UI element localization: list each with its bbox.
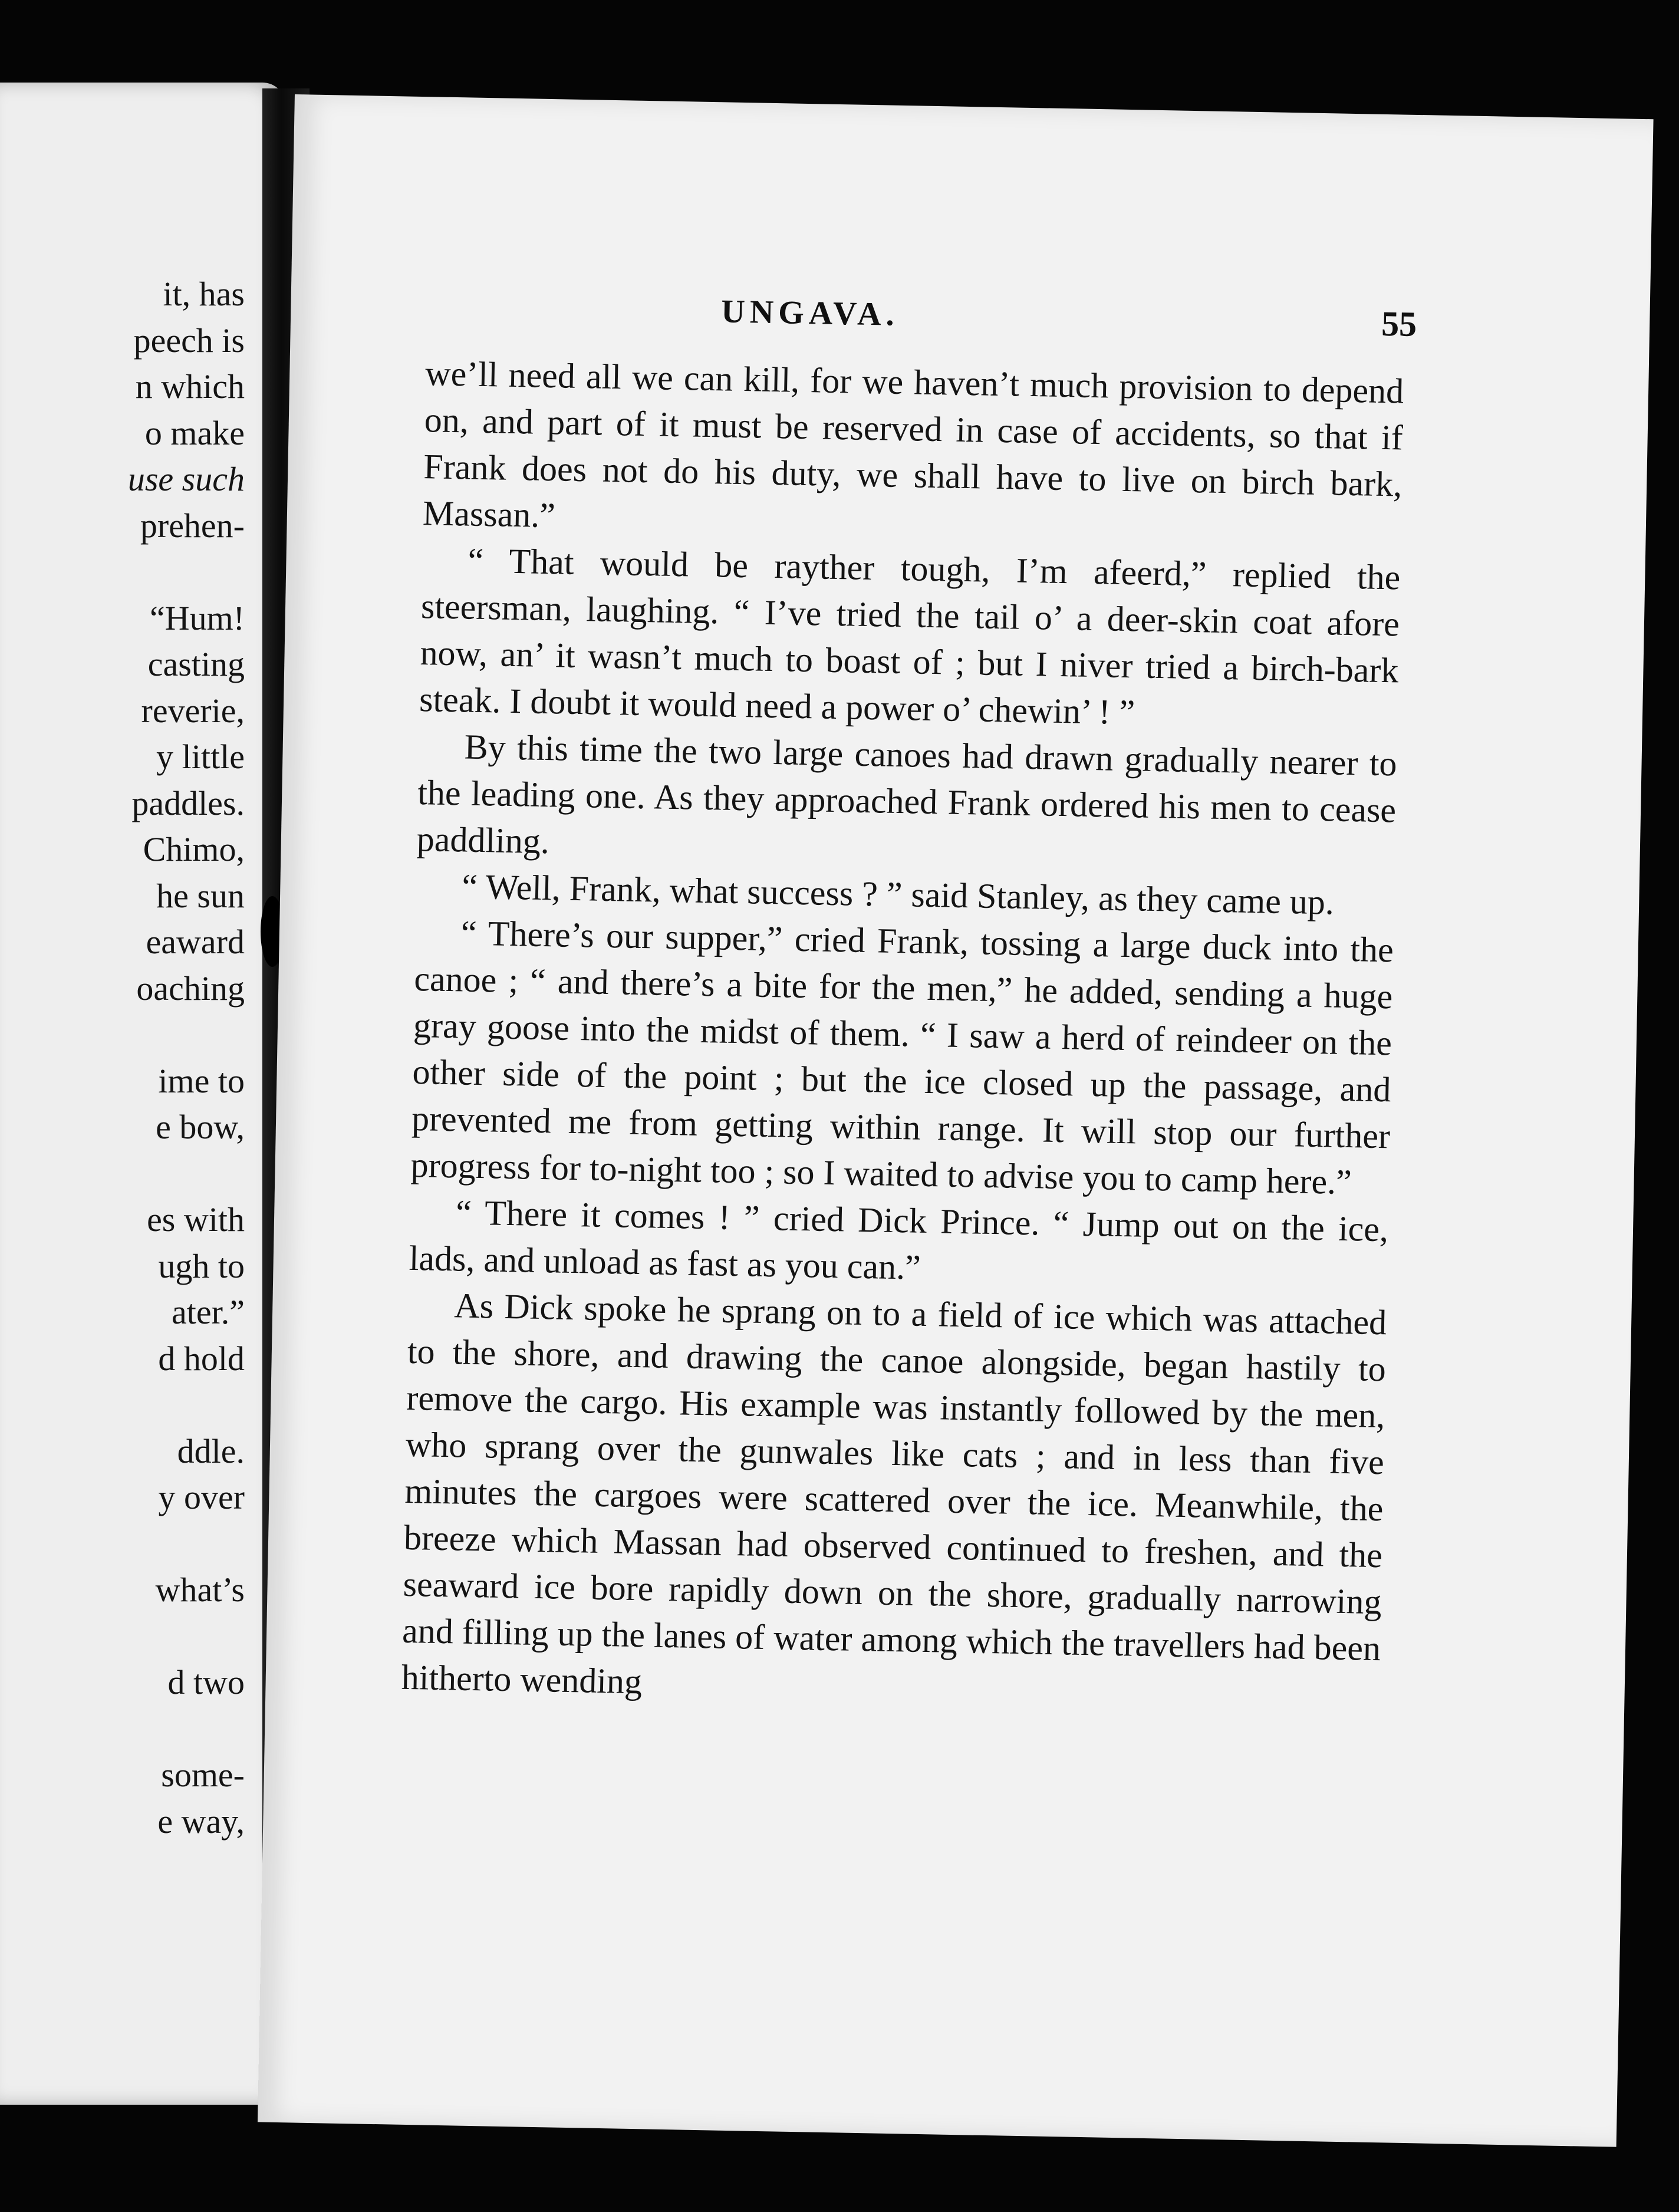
book-page [258,94,1654,2147]
left-page-line: reverie, [141,691,245,730]
left-page-line: es with [147,1200,245,1239]
left-page-line: some- [161,1756,245,1794]
left-page-line: e way, [157,1802,245,1841]
left-page-line: y over [158,1478,245,1516]
left-page-line: peech is [133,321,245,360]
left-page-line: ime to [158,1061,245,1100]
left-page-line: Chimo, [143,830,245,868]
page-header [291,285,1650,357]
left-page-line: oaching [136,969,245,1008]
left-page-line: use such [127,460,245,498]
paragraph: “ That would be rayther tough, I’m afeerd,” replied the steersman, laughing. “ I’ve tried the tail o’ a deer-skin coat afore now, an’ it wasn’t much to boast of ; but I niver tried a birch-bark steak. I doubt it would need a power o’ chewin’ ! ” [419,541,1401,732]
left-page-line: casting [147,645,245,683]
paragraph: “ There it comes ! ” cried Dick Prince. “ Jump out on the ice, lads, and unload as fast as you can.” [409,1193,1389,1287]
left-page-line: eaward [146,923,245,961]
left-page-line: e bow, [156,1108,245,1146]
left-page-line: prehen- [140,506,245,545]
left-page-line: he sun [156,876,245,915]
left-page-line: “Hum! [149,598,245,637]
left-page-line: d two [167,1663,245,1701]
left-page-line: y little [156,738,245,776]
left-page-line: d hold [158,1339,245,1378]
paragraph: “ There’s our supper,” cried Frank, tossing a large duck into the canoe ; “ and there’s a bite for the men,” he added, sending a huge gray goose into the midst of them. “ I saw a herd of reindeer on the other side of the point ; but the ice closed up the passage, and prevented me from getting within range. It will stop our further progress for to-night too ; so I waited to advise you to camp here.” [410,913,1394,1202]
left-page-line: n which [135,367,245,406]
left-page-line: ddle. [177,1431,245,1470]
paragraph: By this time the two large canoes had drawn gradually nearer to the leading one. As they approached Frank ordered his men to cease paddling. [416,727,1398,861]
page-number: 55 [1381,304,1417,344]
body-text [401,350,1404,1719]
left-page-line: o make [144,413,245,452]
paragraph: we’ll need all we can kill, for we haven’t much provision to depend on, and part of it must be reserved in case of accidents, so that if Frank does not do his duty, we shall have to live on birch bark, Massan.” [422,354,1404,535]
previous-page-fragment [0,83,286,2105]
left-page-line: ater.” [172,1293,245,1331]
left-page-line: paddles. [131,784,245,822]
paragraph: As Dick spoke he sprang on to a field of ice which was attached to the shore, and drawing the canoe alongside, began hastily to remove the cargo. His example was instantly followed by the men, who sprang over the gunwales like cats ; and in less than five minutes the cargoes were scattered over the ice. Meanwhile, the breeze which Massan had observed continued to freshen, and the seaward ice bore rapidly down on the shore, gradually narrowing and filling up the lanes of water among which the travellers had been hitherto wending [401,1286,1387,1701]
left-page-line: what’s [155,1571,245,1609]
left-page-line: it, has [163,275,245,313]
left-page-line: ugh to [158,1246,245,1285]
paragraph: “ Well, Frank, what success ? ” said Stanley, as they came up. [461,867,1335,922]
running-title: UNGAVA. [720,293,900,333]
